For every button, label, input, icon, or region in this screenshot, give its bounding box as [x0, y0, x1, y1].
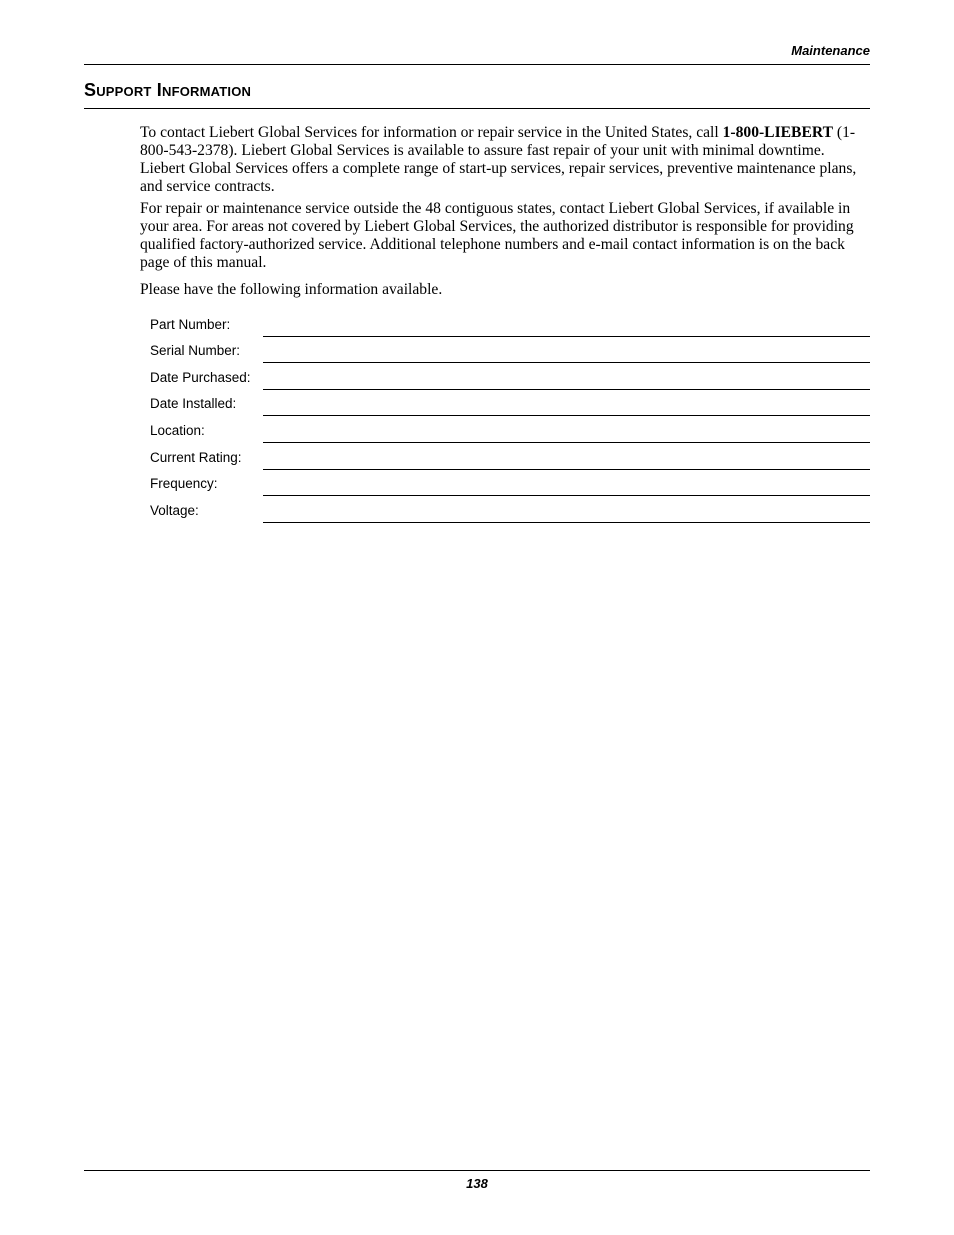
form-row-frequency: [140, 470, 870, 497]
paragraph-contact: [140, 124, 872, 196]
form-row-serial-number: [140, 337, 870, 364]
footer-rule: [84, 1170, 870, 1171]
info-form: [140, 310, 870, 523]
form-label: Date Purchased:: [150, 369, 251, 385]
form-label: Date Installed:: [150, 396, 237, 412]
form-row-date-purchased: [140, 363, 870, 390]
form-label: Serial Number:: [150, 343, 241, 359]
header-rule: [84, 64, 870, 65]
form-blank-line[interactable]: [263, 522, 870, 523]
header-section-title: Maintenance: [791, 43, 870, 58]
form-row-part-number: [140, 310, 870, 337]
title-rule: [84, 108, 870, 109]
paragraph-outside-service: For repair or maintenance service outside the 48 contiguous states, contact Liebert Global Services, if available in your area. For areas not covered by Liebert Global Services, the authorized distributor is responsible for providing qualified factory-authorized service. Additional telephone numbers and e-mail contact information is on the back page of this manual.: [140, 200, 854, 271]
form-label: Voltage:: [150, 502, 199, 518]
paragraph-contact-rest: (1-800-543-2378). Liebert Global Services is available to assure fast repair of your unit with minimal downtime. Liebert Global Services offers a complete range of start-up services, repair services, preventive maintenance plans, and service contracts.: [140, 124, 857, 195]
phone-number-bold: 1-800-LIEBERT: [722, 124, 833, 141]
form-label: Part Number:: [150, 316, 231, 332]
form-label: Location:: [150, 422, 205, 438]
form-row-voltage: [140, 496, 870, 523]
page-title: Support Information: [84, 80, 252, 100]
form-label: Frequency:: [150, 476, 218, 492]
form-row-location: [140, 416, 870, 443]
form-row-current-rating: [140, 443, 870, 470]
form-label: Current Rating:: [150, 449, 242, 465]
paragraph-have-info: Please have the following information available.: [140, 281, 443, 298]
page-number: 138: [466, 1176, 488, 1191]
paragraph-contact-intro: To contact Liebert Global Services for information or repair service in the United States, call: [140, 124, 723, 141]
form-row-date-installed: [140, 390, 870, 417]
